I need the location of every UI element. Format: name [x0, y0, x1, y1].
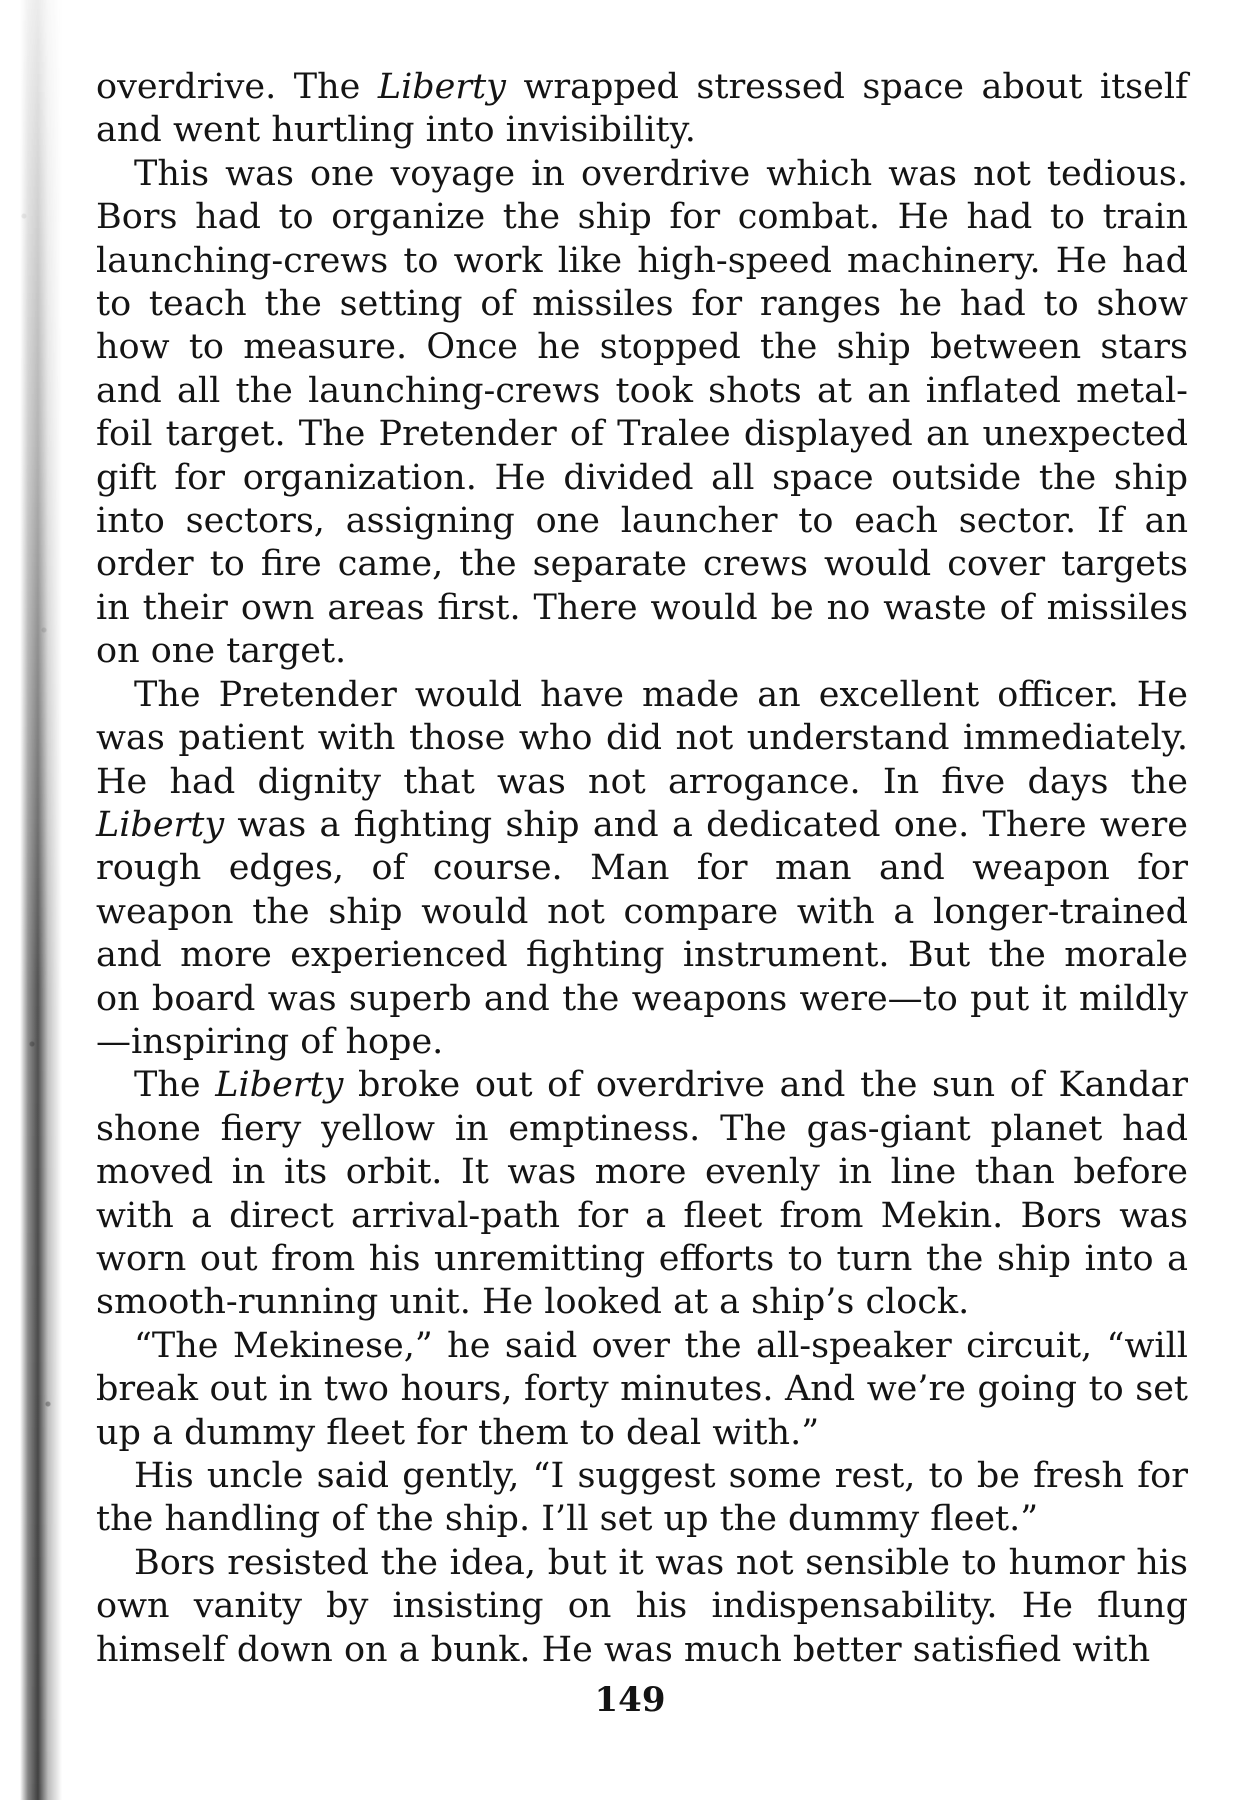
- paragraph-text: This was one voyage in overdrive which was not tedious. Bors had to organize the ship for combat. He had to train launching-crews to work like high-speed machinery. He had to teach the setting of missiles for ranges he had to show how to measure. Once he stopped the ship between stars and all the launching-crews took shots at an inflated metal-foil target. The Pretender of Tralee displayed an unexpected gift for organization. He divided all space outside the ship into sectors, assigning one launcher to each sector. If an order to fire came, the separate crews would cover targets in their own areas first. There would be no waste of missiles on one target.: [96, 153, 1188, 672]
- body-text: [96, 66, 1188, 1672]
- paragraph-text: broke out of overdrive and the sun of Kandar shone fiery yellow in emptiness. The gas-giant planet had moved in its orbit. It was more evenly in line than before with a direct arrival-path for a fleet from Mekin. Bors was worn out from his unremitting efforts to turn the ship into a smooth-running unit. He looked at a ship’s clock.: [96, 1065, 1188, 1323]
- paragraph: [96, 1542, 1188, 1672]
- paragraph-text: overdrive. The: [96, 67, 378, 107]
- paragraph: [96, 1064, 1188, 1324]
- italic-title-text: Liberty: [377, 67, 506, 107]
- paragraph-text: The: [134, 1065, 216, 1106]
- italic-title-text: Liberty: [96, 804, 225, 845]
- paragraph: [96, 1325, 1188, 1455]
- paragraph-text: The Pretender would have made an excellent officer. He was patient with those who did not understand immediately. He had dignity that was not arrogance. In five days the: [96, 674, 1188, 802]
- paragraph: [96, 674, 1188, 1065]
- paragraph: [96, 66, 1188, 153]
- paragraph-text: Bors resisted the idea, but it was not sensible to humor his own vanity by insisting on his indispensability. He flung himself down on a bunk. He was much better satisfied with: [96, 1542, 1188, 1670]
- paragraph-text: “The Mekinese,” he said over the all-speaker circuit, “will break out in two hours, forty minutes. And we’re going to set up a dummy fleet for them to deal with.”: [96, 1325, 1188, 1453]
- paragraph-text: was a fighting ship and a dedicated one. There were rough edges, of course. Man for man and weapon for weapon the ship would not compare with a longer-trained and more experienced fighting instrument. But the morale on board was superb and the weapons were—to put it mildly—inspiring of hope.: [96, 804, 1188, 1062]
- paragraph-text: wrapped stressed space about itself and went hurtling into invisibility.: [96, 67, 1188, 151]
- paragraph: [96, 1455, 1188, 1542]
- scan-binding-edge: [0, 0, 80, 1800]
- italic-title-text: Liberty: [215, 1065, 344, 1106]
- paragraph-text: His uncle said gently, “I suggest some rest, to be fresh for the handling of the ship. I’ll set up the dummy fleet.”: [96, 1456, 1188, 1540]
- page-number: 149: [594, 1680, 666, 1720]
- paragraph: [96, 153, 1188, 674]
